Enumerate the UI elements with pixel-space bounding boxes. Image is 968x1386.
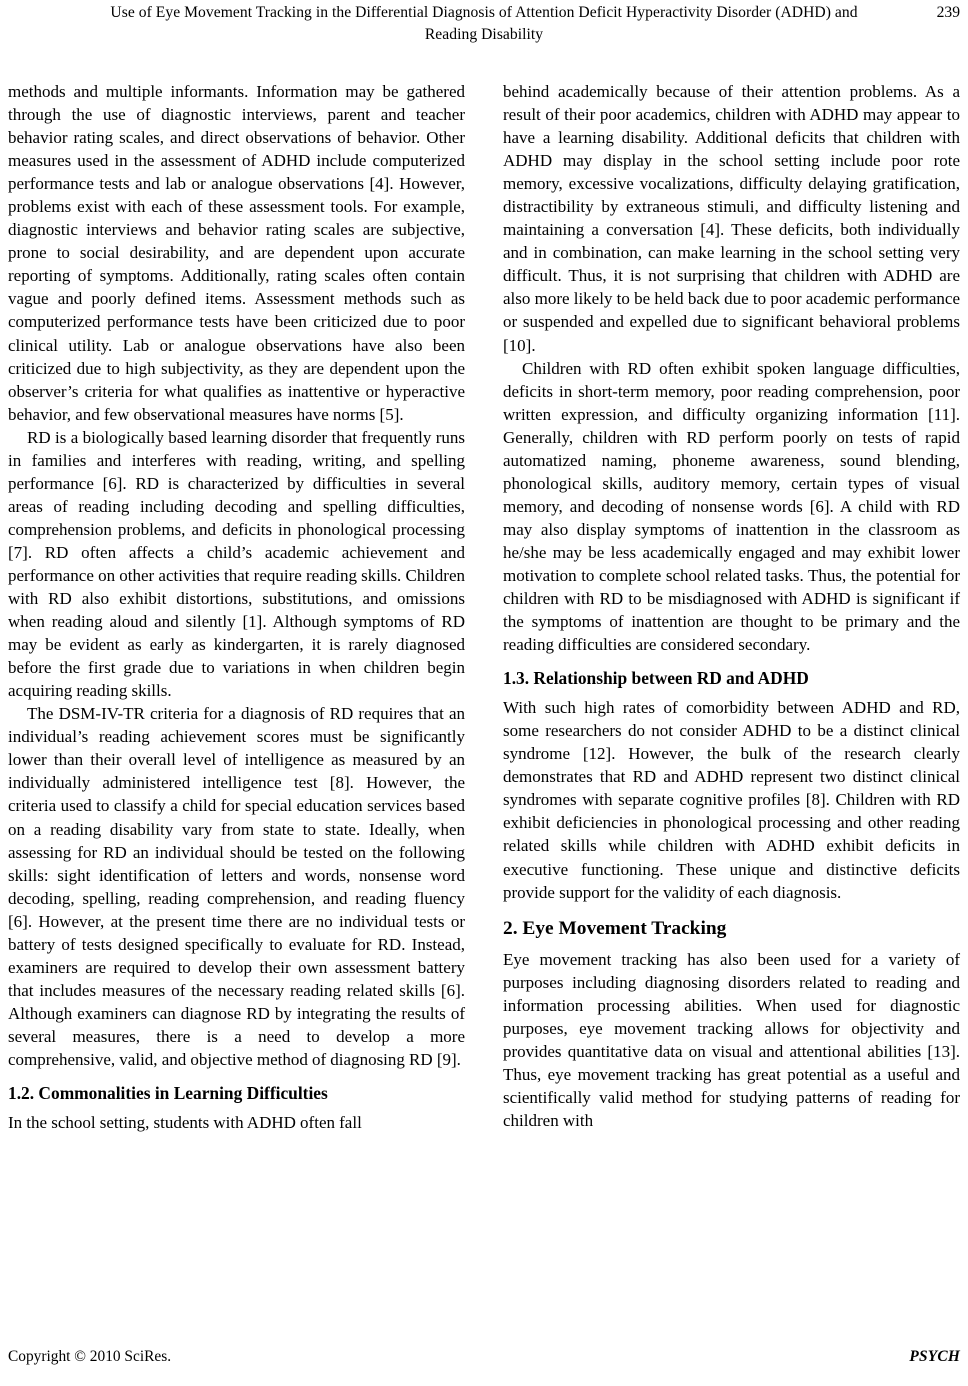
heading-1-2-commonalities: 1.2. Commonalities in Learning Difficulties: [8, 1083, 328, 1104]
paragraph-methods-informants: methods and multiple informants. Information may be gathered through the use of diagnostic interviews, parent and teacher behavior rating scales, and direct observations of behavior. Other measures used in the assessment of ADHD include computerized performance tests and lab or analogue observations [4]. However, problems exist with each of these assessment tools. For example, diagnostic interviews and behavior rating scales are subjective, prone to social desirability, and are dependent upon accurate reporting of symptoms. Additionally, rating scales often contain vague and poorly defined items. Assessment methods such as computerized performance tests have been criticized due to poor clinical utility. Lab or analogue observations have also been criticized due to high subjectivity, as they are dependent upon the observer’s criteria for what qualifies as inattentive or hyperactive behavior, and few observational measures have norms [5].: [8, 82, 465, 424]
page-footer: [8, 1346, 960, 1368]
paragraph-rd-biological: RD is a biologically based learning disorder that frequently runs in families and interferes with reading, writing, and spelling performance [6]. RD is characterized by difficulties in several areas of reading including decoding and spelling difficulties, comprehension problems, and deficits in phonological processing [7]. RD often affects a child’s academic achievement and performance on other activities that require reading skills. Children with RD also exhibit distortions, substitutions, and omissions when reading aloud and silently [1]. Although symptoms of RD may be evident as early as kindergarten, it is rarely diagnosed before the first grade due to variations in when children begin acquiring reading skills.: [8, 427, 465, 701]
left-column: [8, 80, 465, 1302]
body-columns: [8, 80, 960, 1302]
paragraph-eye-movement-uses: Eye movement tracking has also been used for a variety of purposes including diagnosing disorders related to reading and information processing abilities. When used for diagnostic purposes, eye movement tracking allows for objectivity and provides quantitative data on visual and attentional abilities [13]. Thus, eye movement tracking has great potential as a useful and scientifically valid method for studying patterns of reading for children with: [503, 949, 960, 1130]
paragraph-dsm-criteria: The DSM-IV-TR criteria for a diagnosis of RD requires that an individual’s reading achievement scores must be significantly lower than their overall level of intelligence as measured by an individually administered intelligence test [8]. However, the criteria used to classify a child for special education services based on a reading disability vary from state to state. Ideally, when assessing for RD an individual should be tested on the following skills: sight identification of letters and words, nonsense word decoding, spelling, reading comprehension, and reading fluency [6]. However, at the present time there are no individual tests or battery of tests designed specifically to evaluate for RD. Instead, examiners are required to develop their own assessment battery that includes measures of the necessary reading related skills [6]. Although examiners can diagnose RD by integrating the results of several measures, there is a need to develop a more comprehensive, valid, and objective method of diagnosing RD [9].: [8, 704, 465, 1069]
right-column: [503, 80, 960, 1302]
copyright-notice: Copyright © 2010 SciRes.: [8, 1348, 172, 1365]
paragraph-behind-academically: behind academically because of their attention problems. As a result of their poor academics, children with ADHD may appear to have a learning disability. Additional deficits that children with ADHD may display in the school setting include poor rote memory, excessive vocalizations, difficulty delaying gratification, distractibility by extraneous stimuli, and difficulty listening and maintaining a conversation [4]. These deficits, both individually and in combination, can make learning in the school setting very difficult. Thus, it is not surprising that children with ADHD are also more likely to be held back due to poor academic performance or suspended and expelled due to significant behavioral problems [10].: [503, 82, 960, 355]
paragraph-children-with-rd: Children with RD often exhibit spoken language difficulties, deficits in short-term memory, poor reading comprehension, poor written expression, and difficulty organizing information [11]. Generally, children with RD perform poorly on tests of rapid automatized naming, phoneme awareness, sound blending, phonological skills, auditory memory, certain types of visual memory, and decoding of nonsense words [6]. A child with RD may also display symptoms of inattention in the classroom as he/she may be less academically engaged and may exhibit lower motivation to complete school related tasks. Thus, the potential for children with RD to be misdiagnosed with ADHD is significant if the symptoms of inattention are thought to be primary and the reading difficulties are considered secondary.: [503, 358, 960, 655]
running-head: [0, 0, 968, 56]
page-number: 239: [936, 4, 960, 21]
heading-2-eye-movement-tracking: 2. Eye Movement Tracking: [503, 917, 727, 939]
heading-1-3-relationship: 1.3. Relationship between RD and ADHD: [503, 668, 809, 689]
paragraph-school-setting-intro: In the school setting, students with ADHD often fall: [8, 1113, 362, 1133]
running-head-title: Use of Eye Movement Tracking in the Differential Diagnosis of Attention Deficit Hyperactivity Disorder (ADHD) and Reading Disability: [110, 4, 858, 43]
journal-abbreviation: PSYCH: [909, 1348, 960, 1365]
paragraph-comorbidity: With such high rates of comorbidity between ADHD and RD, some researchers do not consider ADHD to be a distinct clinical syndrome [12]. However, the bulk of the research clearly demonstrates that RD and ADHD represent two distinct clinical syndromes with separate cognitive profiles [8]. Children with RD exhibit deficiencies in phonological processing and other reading related skills while children with ADHD exhibit deficits in executive functioning. These unique and distinctive deficits provide support for the validity of each diagnosis.: [503, 698, 960, 902]
